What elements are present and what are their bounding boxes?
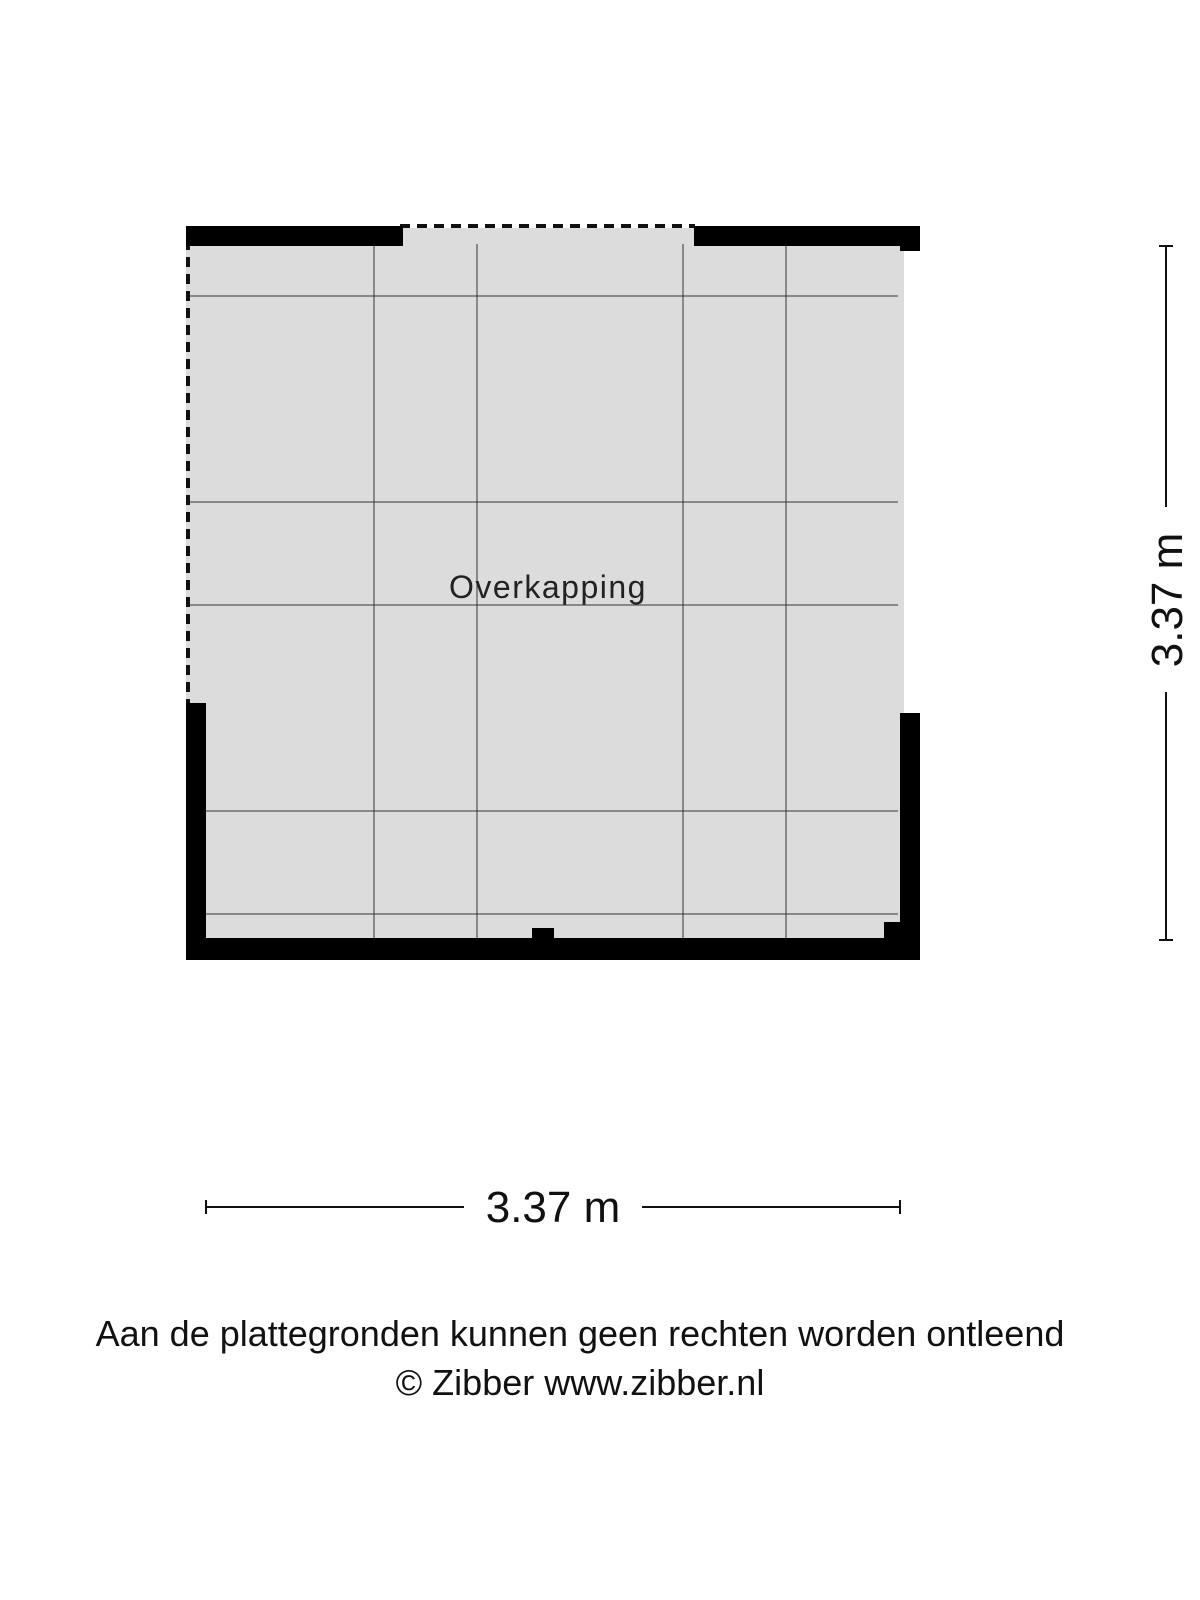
wall-right-lower — [900, 713, 920, 960]
room-label: Overkapping — [449, 569, 647, 605]
wall-top-left — [186, 226, 403, 246]
disclaimer-text: Aan de plattegronden kunnen geen rechten worden ontleend — [95, 1313, 1065, 1354]
credit-text: © Zibber www.zibber.nl — [395, 1362, 765, 1403]
wall-bottom — [186, 938, 920, 960]
wall-corner-post — [884, 922, 902, 940]
width-dimension-label: 3.37 m — [485, 1183, 621, 1232]
wall-top-right — [694, 226, 920, 246]
wall-right-upper-post — [900, 226, 920, 251]
wall-left-lower — [186, 703, 206, 960]
wall-bottom-post — [532, 928, 554, 940]
depth-dimension-label: 3.37 m — [1143, 532, 1192, 668]
